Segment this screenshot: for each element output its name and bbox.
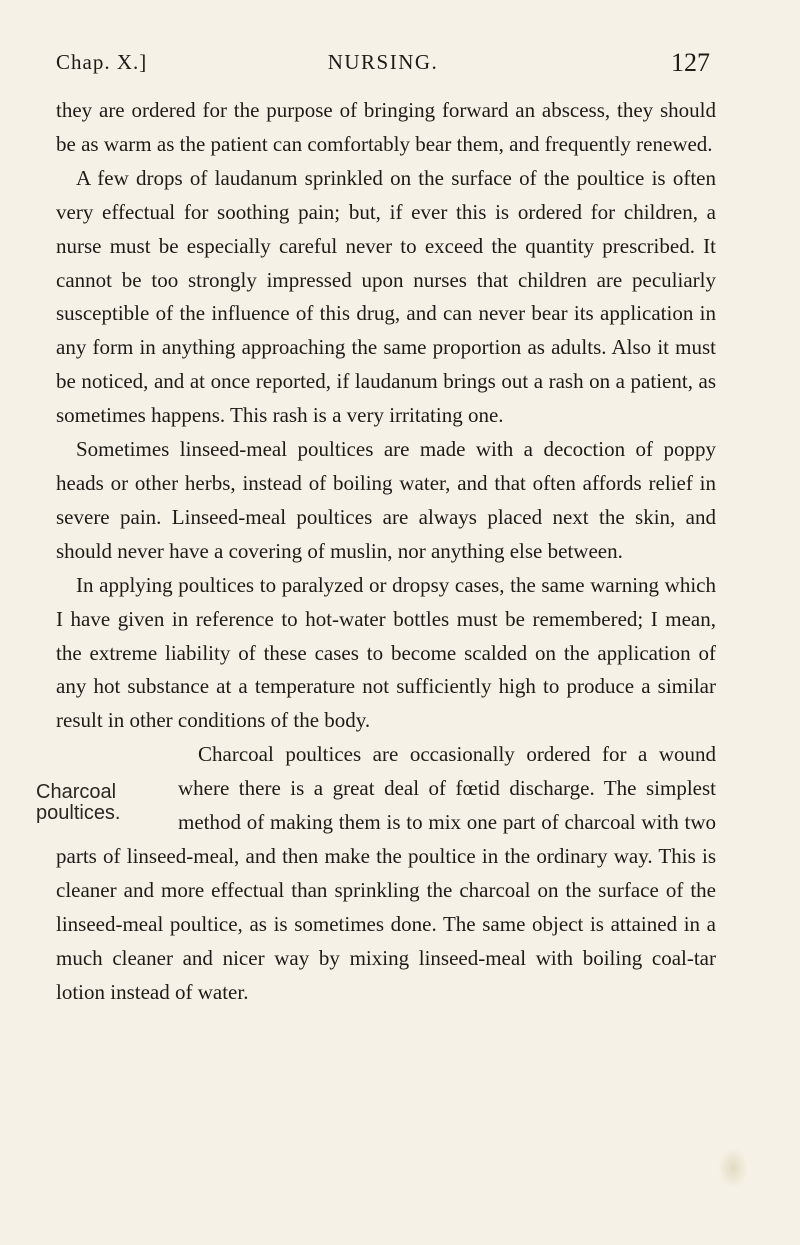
paragraph-laudanum: A few drops of laudanum sprinkled on the surface of the poultice is often very effectual for soothing pain; but, if ever this is ordered for children, a nurse must be especially careful never to exceed the quantity prescribed. It cannot be too strongly impressed upon nurses that children are peculiarly susceptible of the influence of this drug, and can never bear its application in any form in anything approaching the same proportion as adults. Also it must be noticed, and at once reported, if laudanum brings out a rash on a patient, as sometimes happens. This rash is a very irritating one. [56,165,716,428]
sidenote-charcoal-poultices [36,782,178,824]
page-number: 127 [671,48,710,77]
body-text [36,94,716,1009]
paragraph-paralyzed-cases: In applying poultices to paralyzed or dropsy cases, the same warning which I have given in reference to hot-water bottles must be remembered; I mean, the extreme liability of these cases to become scalded on the application of any hot substance at a temperature not sufficiently high to produce a similar result in other conditions of the body. [56,572,716,733]
sidenote-line-2: poultices. [36,802,121,825]
paper-stain [718,1148,748,1188]
paragraph-continuation: they are ordered for the purpose of bringing forward an abscess, they should be as warm as the patient can comfortably bear them, and frequently renewed. [56,98,716,156]
paragraph-charcoal-poultices: Charcoal poultices are occasionally ordered for a wound where there is a great deal of fœtid discharge. The simplest method of making them is to mix one part of charcoal with two parts of linseed-meal, and then make the poultice in the ordinary way. This is cleaner and more effectual than sprinkling the charcoal on the surface of the linseed-meal poultice, as is sometimes done. The same object is attained in a much cleaner and nicer way by mixing linseed-meal with boiling coal-tar lotion instead of water. [56,742,716,1004]
sidenote-line-1: Charcoal [36,781,117,804]
paragraph-decoction: Sometimes linseed-meal poultices are made with a decoction of poppy heads or other herbs, instead of boiling water, and that often affords relief in severe pain. Linseed-meal poultices are always placed next the skin, and should never have a covering of muslin, nor anything else between. [56,437,716,563]
chapter-reference: Chap. X.] [56,50,148,74]
running-title: NURSING. [327,50,439,74]
running-head [56,50,710,90]
